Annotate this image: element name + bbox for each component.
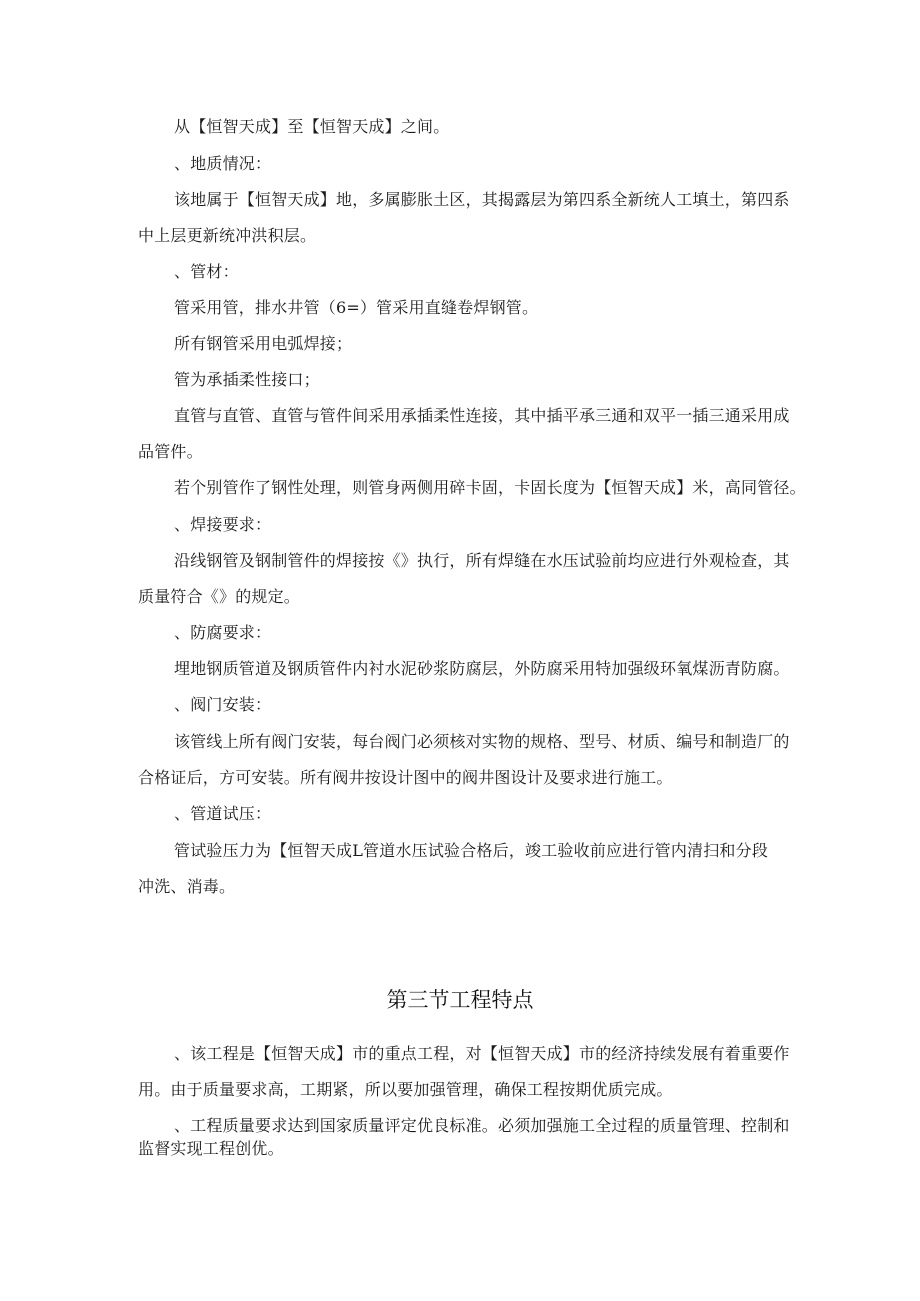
subheading-anticorrosion: 、防腐要求： — [174, 623, 272, 642]
text-line: 埋地钢质管道及钢质管件内衬水泥砂浆防腐层，外防腐采用特加强级环氧煤沥青防腐。 — [174, 659, 790, 678]
text-line: 冲洗、消毒。 — [138, 877, 236, 896]
text-line: 监督实现工程创优。 — [138, 1139, 284, 1158]
text-line: 该管线上所有阀门安装，每台阀门必须核对实物的规格、型号、材质、编号和制造厂的 — [174, 732, 790, 751]
text-line: 管试验压力为【恒智天成L管道水压试验合格后，竣工验收前应进行管内清扫和分段 — [174, 841, 769, 860]
subheading-geology: 、地质情况： — [174, 154, 272, 173]
text-line: 用。由于质量要求高，工期紧，所以要加强管理，确保工程按期优质完成。 — [138, 1080, 673, 1099]
text-line: 所有钢管采用电弧焊接； — [174, 334, 353, 353]
section-title: 第三节工程特点 — [386, 988, 534, 1012]
text-line: 、该工程是【恒智天成】市的重点工程，对【恒智天成】市的经济持续发展有着重要作 — [174, 1044, 790, 1063]
text-line: 管采用管，排水井管（6=）管采用直缝卷焊钢管。 — [174, 298, 539, 317]
subheading-pressure-test: 、管道试压： — [174, 804, 272, 823]
text-line: 品管件。 — [138, 442, 203, 461]
text-line: 直管与直管、直管与管件间采用承插柔性连接，其中插平承三通和双平一插三通采用成 — [174, 406, 790, 425]
text-line: 从【恒智天成】至【恒智天成】之间。 — [174, 117, 450, 136]
subheading-pipe-material: 、管材： — [174, 262, 239, 281]
text-line: 管为承插柔性接口； — [174, 370, 320, 389]
subheading-valve-install: 、阀门安装： — [174, 695, 272, 714]
text-line: 质量符合《》的规定。 — [138, 587, 301, 606]
text-line: 中上层更新统冲洪积层。 — [138, 226, 317, 245]
text-line: 若个别管作了钢性处理，则管身两侧用碎卡固，卡固长度为【恒智天成】米，高同管径。 — [174, 478, 806, 497]
text-line: 沿线钢管及钢制管件的焊接按《》执行，所有焊缝在水压试验前均应进行外观检查，其 — [174, 551, 790, 570]
text-line: 、工程质量要求达到国家质量评定优良标准。必须加强施工全过程的质量管理、控制和 — [174, 1116, 790, 1135]
text-line: 该地属于【恒智天成】地，多属膨胀土区，其揭露层为第四系全新统人工填土，第四系 — [174, 190, 790, 209]
text-line: 合格证后，方可安装。所有阀井按设计图中的阀井图设计及要求进行施工。 — [138, 768, 673, 787]
subheading-welding: 、焊接要求： — [174, 515, 272, 534]
